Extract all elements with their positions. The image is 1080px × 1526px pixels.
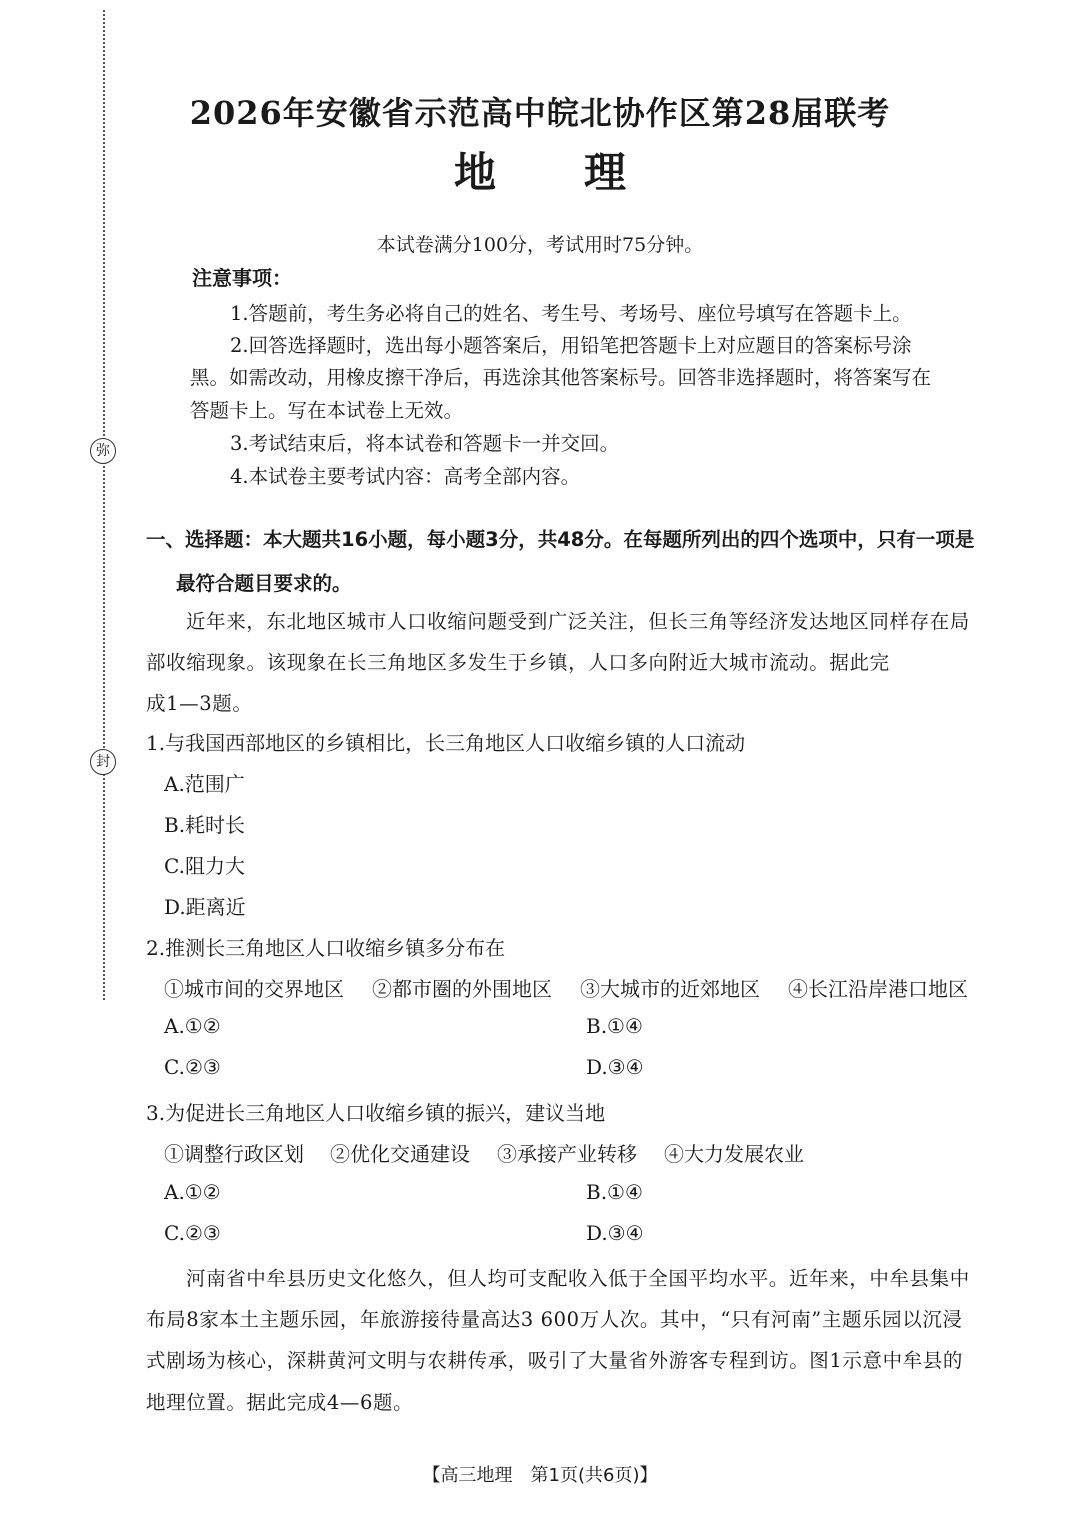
page-footer: 【高三地理 第1页(共6页)】 (422, 1465, 658, 1486)
notice-item-4: 4.本试卷主要考试内容：高考全部内容。 (230, 465, 581, 488)
question-3-stem: 3.为促进长三角地区人口收缩乡镇的振兴，建议当地 (146, 1101, 606, 1125)
question-2-option-d: D.③④ (586, 1055, 644, 1079)
passage-2-line-4: 地理位置。据此完成4—6题。 (146, 1391, 414, 1414)
passage-1-line-2: 部收缩现象。该现象在长三角地区多发生于乡镇，人口多向附近大城市流动。据此完 (146, 651, 890, 674)
question-3-item-3: ③承接产业转移 (497, 1142, 637, 1166)
question-3-item-1: ①调整行政区划 (164, 1142, 304, 1166)
notice-item-2-line-3: 答题卡上。写在本试卷上无效。 (190, 399, 464, 422)
passage-2-line-1: 河南省中牟县历史文化悠久，但人均可支配收入低于全国平均水平。近年来，中牟县集中 (186, 1267, 970, 1290)
question-3-item-2: ②优化交通建设 (330, 1142, 470, 1166)
question-2-item-2: ②都市圈的外围地区 (372, 977, 552, 1001)
question-3-option-d: D.③④ (586, 1221, 644, 1245)
notice-item-2-line-1: 2.回答选择题时，选出每小题答案后，用铅笔把答题卡上对应题目的答案标号涂 (230, 334, 912, 357)
question-3-option-b: B.①④ (586, 1180, 643, 1204)
question-3-option-a: A.①② (164, 1180, 221, 1204)
question-1-stem: 1.与我国西部地区的乡镇相比，长三角地区人口收缩乡镇的人口流动 (146, 731, 746, 755)
notice-item-1: 1.答题前，考生务必将自己的姓名、考生号、考场号、座位号填写在答题卡上。 (230, 302, 912, 325)
passage-2-line-3: 式剧场为核心，深耕黄河文明与农耕传承，吸引了大量省外游客专程到访。图1示意中牟县的 (146, 1349, 964, 1372)
notice-item-2-line-2: 黑。如需改动，用橡皮擦干净后，再选涂其他答案标号。回答非选择题时，将答案写在 (190, 366, 932, 389)
passage-2-line-2: 布局8家本土主题乐园，年旅游接待量高达3 600万人次。其中，“只有河南”主题乐园以沉浸 (146, 1308, 963, 1331)
question-2-option-c: C.②③ (164, 1055, 221, 1079)
question-3-option-c: C.②③ (164, 1221, 221, 1245)
passage-1-line-1: 近年来，东北地区城市人口收缩问题受到广泛关注，但长三角等经济发达地区同样存在局 (186, 610, 970, 633)
seal-mark-feng: 封 (90, 749, 116, 775)
question-2-item-1: ①城市间的交界地区 (164, 977, 344, 1001)
seal-mark-mi: 弥 (90, 438, 116, 464)
question-2-option-a: A.①② (164, 1014, 221, 1038)
question-1-option-d: D.距离近 (164, 895, 246, 919)
question-2-stem: 2.推测长三角地区人口收缩乡镇多分布在 (146, 936, 506, 960)
subject-title (0, 140, 1080, 200)
notice-heading: 注意事项： (192, 266, 292, 290)
section-heading-line-1: 一、选择题：本大题共16小题，每小题3分，共48分。在每题所列出的四个选项中，只有一项是 (146, 528, 975, 551)
exam-info: 本试卷满分100分，考试用时75分钟。 (376, 234, 704, 256)
question-1-option-a: A.范围广 (164, 772, 245, 796)
exam-title: 2026年安徽省示范高中皖北协作区第28届联考 (189, 94, 891, 132)
question-1-option-b: B.耗时长 (164, 813, 246, 837)
subject-char-1: 地 (453, 148, 496, 197)
question-2-option-b: B.①④ (586, 1014, 643, 1038)
question-2-item-3: ③大城市的近郊地区 (580, 977, 760, 1001)
notice-item-3: 3.考试结束后，将本试卷和答题卡一并交回。 (230, 432, 620, 455)
subject-char-2: 理 (584, 148, 627, 197)
passage-1-line-3: 成1—3题。 (146, 692, 253, 715)
question-1-option-c: C.阻力大 (164, 854, 245, 878)
question-2-item-4: ④长江沿岸港口地区 (788, 977, 968, 1001)
question-3-item-4: ④大力发展农业 (664, 1142, 804, 1166)
section-heading-line-2: 最符合题目要求的。 (176, 572, 352, 595)
